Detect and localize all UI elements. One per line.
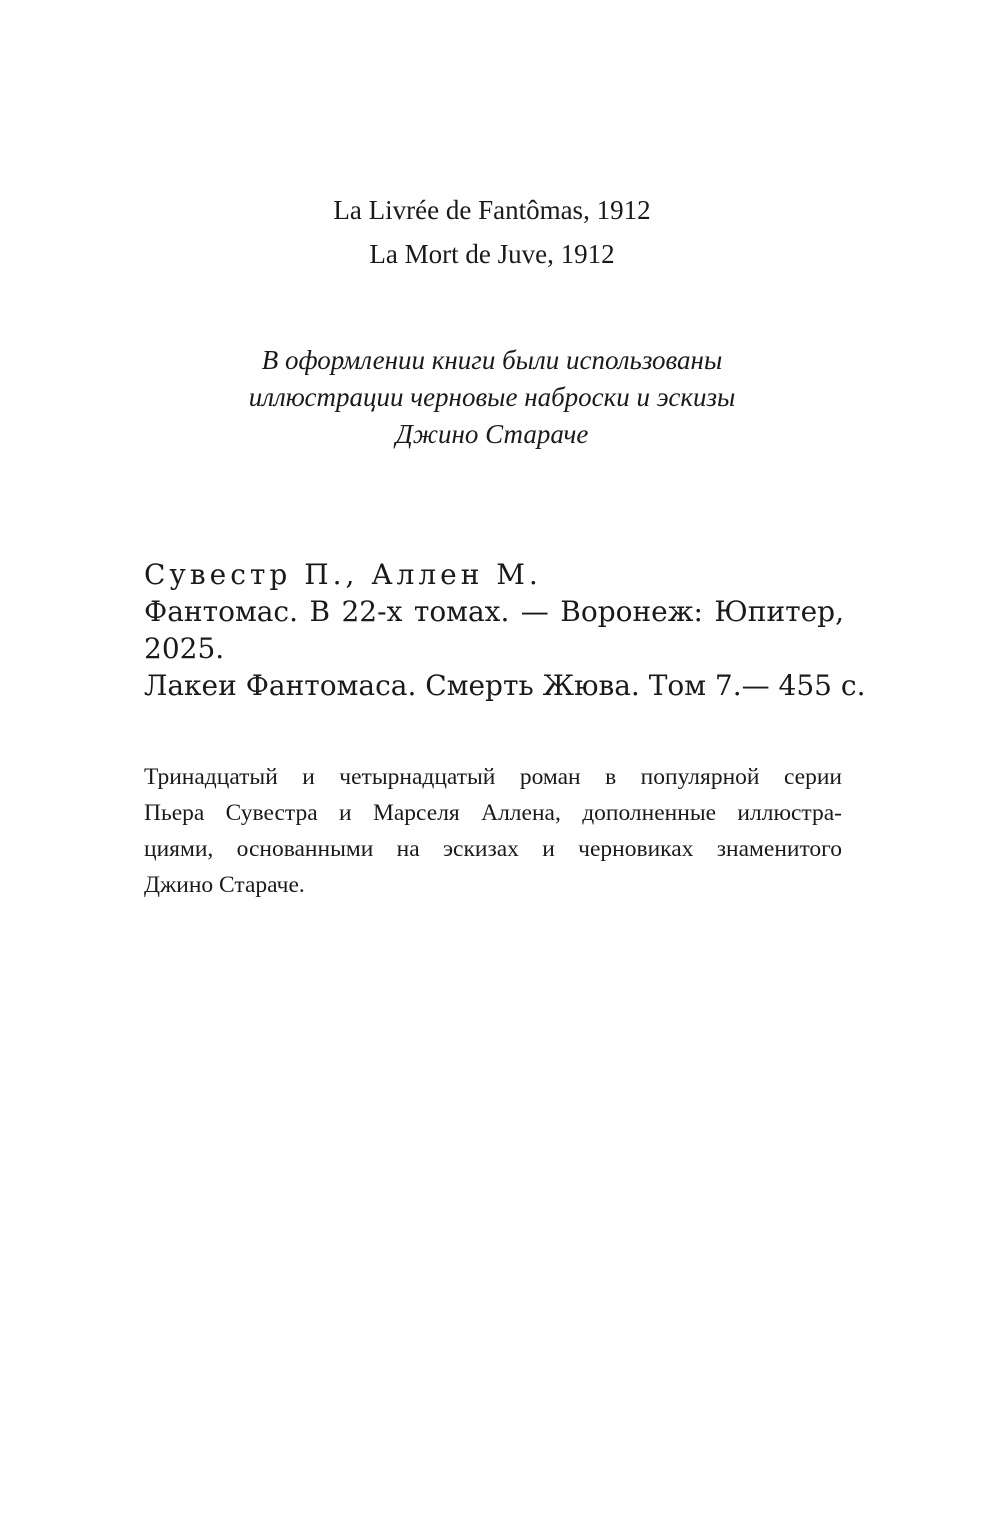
- illustration-credits: [0, 342, 984, 453]
- annotation-line: Тринадцатый и четырнадцатый роман в популярной серии: [144, 764, 842, 790]
- series-line: Фантомас. В 22-х томах. — Воронеж: Юпитер,: [144, 595, 844, 628]
- credits-line: иллюстрации черновые наброски и эскизы: [248, 382, 736, 412]
- series-year: 2025.: [144, 632, 225, 665]
- bibliographic-record: [144, 556, 866, 704]
- original-title: La Livrée de Fantômas, 1912: [333, 195, 651, 225]
- original-title: La Mort de Juve, 1912: [369, 239, 615, 269]
- authors: Сувестр П., Аллен М.: [144, 558, 542, 591]
- volume-line: Лакеи Фантомаса. Смерть Жюва. Том 7.— 455 с.: [144, 669, 866, 702]
- annotation-line: циями, основанными на эскизах и черновиках знаменитого: [144, 836, 842, 862]
- original-titles: [0, 188, 984, 276]
- annotation: [144, 759, 842, 903]
- credits-line: В оформлении книги были использованы: [261, 345, 723, 375]
- annotation-line: Пьера Сувестра и Марселя Аллена, дополненные иллюстра-: [144, 800, 842, 826]
- credits-line: Джино Стараче: [395, 419, 589, 449]
- annotation-line: Джино Стараче.: [144, 872, 305, 898]
